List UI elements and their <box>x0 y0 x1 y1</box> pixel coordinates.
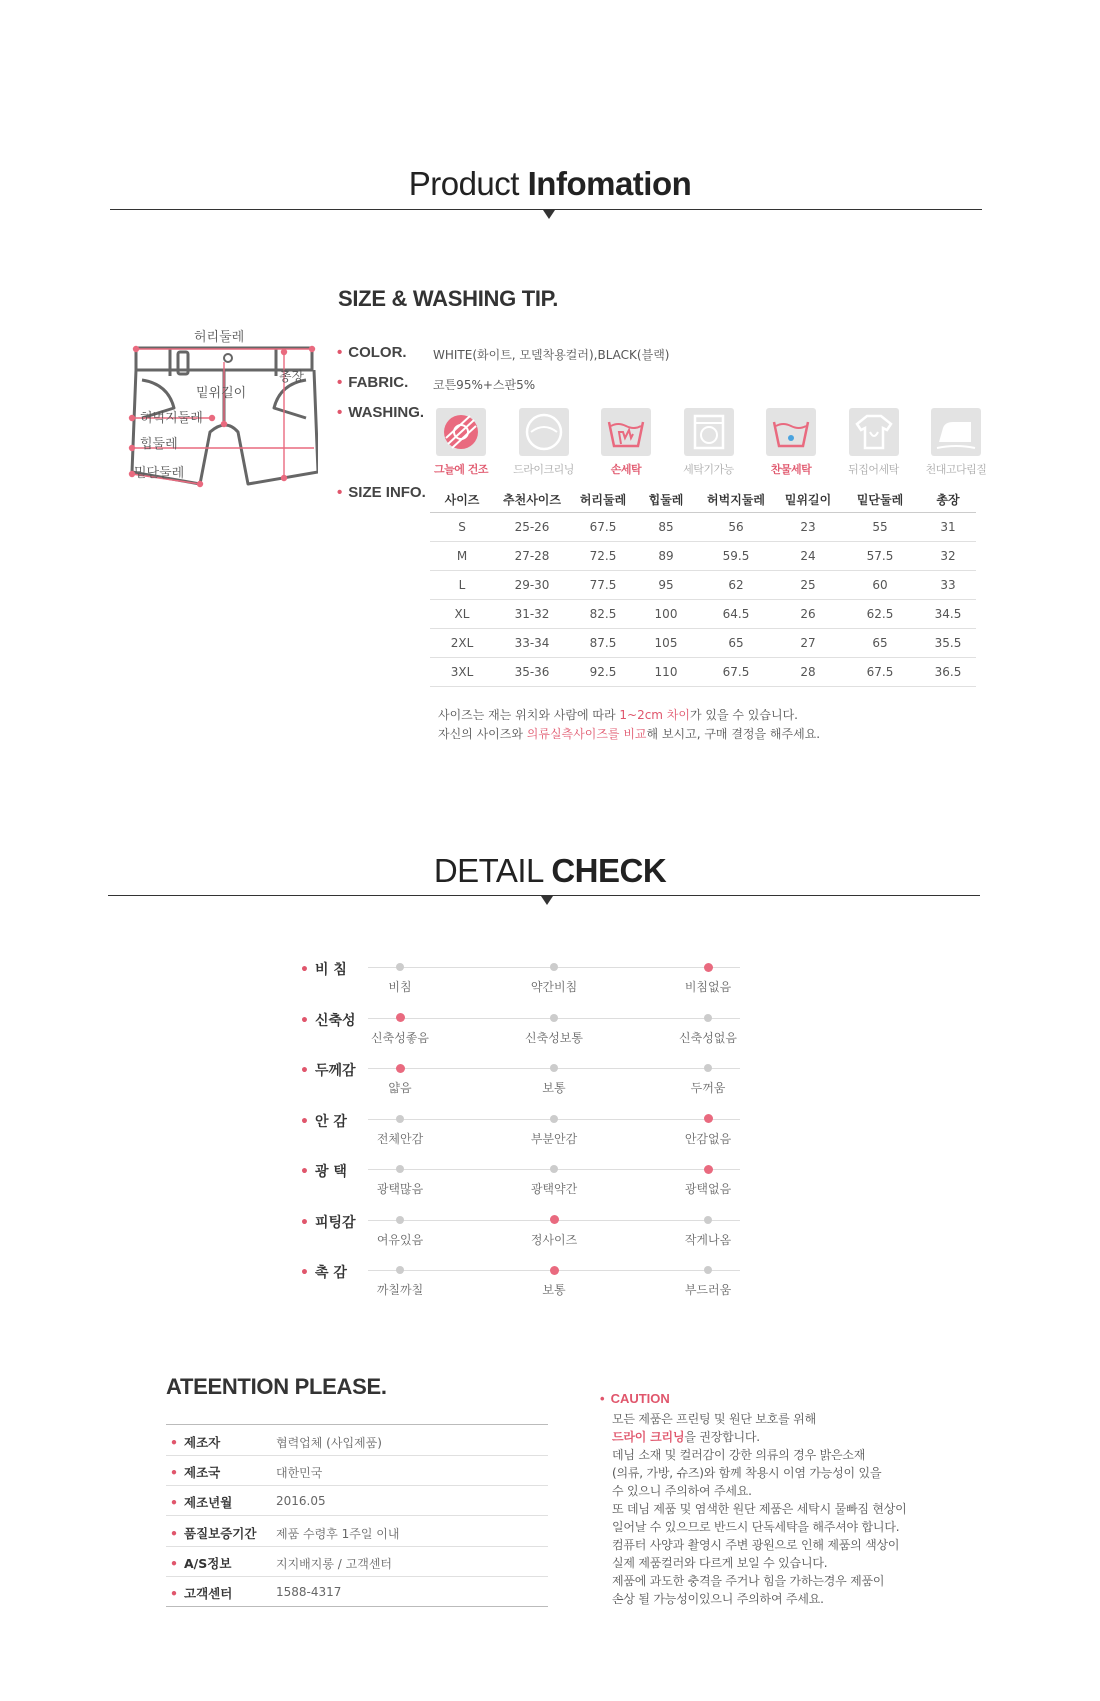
detail-check-label: • 안 감 <box>300 1113 347 1130</box>
table-cell: 62 <box>696 571 776 600</box>
detail-check-option: 여유있음 <box>376 1232 424 1247</box>
attention-heading: ATEENTION PLEASE. <box>166 1374 387 1399</box>
table-cell: 27 <box>776 629 840 658</box>
detail-check-label: • 광 택 <box>300 1164 347 1180</box>
size-note <box>438 706 820 744</box>
detail-check-option: 신축성없음 <box>679 1030 737 1045</box>
table-cell: 95 <box>636 571 696 600</box>
table-cell: S <box>430 513 494 542</box>
table-cell: L <box>430 571 494 600</box>
detail-check-dot <box>396 1266 404 1274</box>
attention-key: • 제조년월 <box>170 1495 233 1511</box>
table-cell: 35-36 <box>494 658 570 687</box>
table-cell: M <box>430 542 494 571</box>
table-row <box>430 542 976 571</box>
washing-item-label: 손세탁 <box>610 463 642 476</box>
detail-check-option: 부드러움 <box>684 1283 732 1297</box>
col-header: 힙둘레 <box>636 486 696 513</box>
table-cell: 33-34 <box>494 629 570 658</box>
detail-check-dot <box>396 1216 404 1224</box>
product-info-title <box>0 165 1100 203</box>
attention-value: 협력업체 (사입제품) <box>276 1436 382 1450</box>
washing-item-label: 세탁기가능 <box>683 463 734 476</box>
col-header: 밑위길이 <box>776 486 840 513</box>
washing-item-label: 찬물세탁 <box>770 463 812 476</box>
detail-check-option: 안감없음 <box>684 1131 732 1146</box>
detail-check-label: • 두께감 <box>300 1063 356 1079</box>
table-cell: 55 <box>840 513 920 542</box>
table-cell: 33 <box>920 571 976 600</box>
detail-check-dot-selected <box>704 1165 713 1174</box>
table-cell: 57.5 <box>840 542 920 571</box>
size-table <box>430 486 976 687</box>
fabric-label: • FABRIC. <box>337 374 409 391</box>
table-row <box>430 513 976 542</box>
table-cell: 62.5 <box>840 600 920 629</box>
caution-line: 모든 제품은 프린팅 및 원단 보호를 위해 <box>612 1412 816 1426</box>
diagram-label-hem: 밑단둘레 <box>134 466 185 481</box>
caution-line: 손상 될 가능성이있으니 주의하여 주세요. <box>612 1592 824 1606</box>
table-cell: 65 <box>840 629 920 658</box>
table-cell: 64.5 <box>696 600 776 629</box>
detail-check-dot <box>550 1115 558 1123</box>
detail-check-dot <box>704 1266 712 1274</box>
detail-check-option: 보통 <box>542 1081 566 1095</box>
attention-value: 2016.05 <box>276 1494 326 1509</box>
detail-check-dot <box>550 1064 558 1072</box>
detail-check-option: 약간비침 <box>530 980 578 994</box>
attention-key: • 제조자 <box>170 1435 221 1450</box>
detail-check-label: • 비 침 <box>300 962 347 978</box>
diagram-label-hip: 힙둘레 <box>140 437 178 452</box>
size-note-line2: 자신의 사이즈와 의류실측사이즈를 비교해 보시고, 구매 결정을 해주세요. <box>438 727 821 741</box>
attention-row <box>166 1425 548 1456</box>
table-row <box>430 571 976 600</box>
hand-wash-icon <box>601 408 651 456</box>
table-cell: 24 <box>776 542 840 571</box>
size-table-header <box>430 486 976 513</box>
detail-check-option: 정사이즈 <box>530 1232 578 1247</box>
detail-check-dot <box>550 1165 558 1173</box>
divider-arrow-icon <box>541 896 553 905</box>
caution-line: 수 있으니 주의하여 주세요. <box>612 1484 752 1498</box>
table-row <box>430 629 976 658</box>
col-header: 밑단둘레 <box>840 486 920 513</box>
caution-box <box>600 1391 960 1608</box>
attention-row <box>166 1546 548 1577</box>
detail-check-option: 신축성보통 <box>525 1030 583 1045</box>
diagram-label-total-length: 총장 <box>279 370 305 385</box>
table-cell: 56 <box>696 513 776 542</box>
detail-check-label: • 신축성 <box>300 1012 356 1029</box>
table-cell: 34.5 <box>920 600 976 629</box>
detail-check-option: 광택약간 <box>530 1182 578 1196</box>
table-cell: XL <box>430 600 494 629</box>
attention-value: 제품 수령후 1주일 이내 <box>276 1526 400 1541</box>
attention-value: 1588-4317 <box>276 1585 342 1599</box>
attention-row <box>166 1576 548 1607</box>
diagram-label-rise: 밑위길이 <box>196 386 247 401</box>
attention-value: 대한민국 <box>276 1466 323 1481</box>
detail-check-dot-selected <box>396 1013 405 1022</box>
col-header: 추천사이즈 <box>494 486 570 513</box>
detail-check-dot <box>396 1115 404 1123</box>
caution-line: 드라이 크리닝을 권장합니다. <box>612 1430 760 1444</box>
detail-check-dot <box>704 1216 712 1224</box>
detail-check-dot-selected <box>704 1114 713 1123</box>
size-table-wrap <box>430 486 976 687</box>
washing-item-label: 드라이크리닝 <box>513 463 574 476</box>
table-cell: 110 <box>636 658 696 687</box>
table-cell: 36.5 <box>920 658 976 687</box>
attention-key: • A/S정보 <box>170 1555 232 1571</box>
table-cell: 31-32 <box>494 600 570 629</box>
table-cell: 25 <box>776 571 840 600</box>
divider-arrow-icon <box>543 210 555 219</box>
detail-check-label: • 촉 감 <box>300 1265 347 1281</box>
table-cell: 35.5 <box>920 629 976 658</box>
detail-check-dot <box>704 1064 712 1072</box>
caution-line: (의류, 가방, 슈즈)와 함께 착용시 이염 가능성이 있을 <box>612 1466 882 1480</box>
color-value: WHITE(화이트, 모델착용컬러),BLACK(블랙) <box>433 348 670 362</box>
table-cell: 3XL <box>430 658 494 687</box>
detail-check-dot <box>550 963 558 971</box>
caution-line: 데님 소재 및 컬러감이 강한 의류의 경우 밝은소재 <box>612 1448 866 1462</box>
title-light: Product <box>408 165 519 202</box>
cold-wash-icon <box>766 408 816 456</box>
table-cell: 92.5 <box>570 658 636 687</box>
table-row <box>430 658 976 687</box>
detail-check-dot <box>704 1014 712 1022</box>
washing-item-label: 그늘에 건조 <box>434 463 488 476</box>
detail-check-option: 광택많음 <box>376 1182 424 1196</box>
attention-row <box>166 1516 548 1547</box>
table-cell: 89 <box>636 542 696 571</box>
detail-check-dot <box>396 963 404 971</box>
size-washing-heading: SIZE & WASHING TIP. <box>338 286 559 311</box>
table-cell: 67.5 <box>840 658 920 687</box>
table-cell: 25-26 <box>494 513 570 542</box>
table-cell: 105 <box>636 629 696 658</box>
diagram-label-waist: 허리둘레 <box>194 330 245 345</box>
table-cell: 27-28 <box>494 542 570 571</box>
attention-bottom-rule <box>166 1606 548 1607</box>
caution-line: 일어날 수 있으므로 반드시 단독세탁을 해주셔야 합니다. <box>612 1520 900 1534</box>
col-header: 허벅지둘레 <box>696 486 776 513</box>
detail-check-option: 얇음 <box>388 1081 412 1095</box>
table-cell: 85 <box>636 513 696 542</box>
washing-item-label: 뒤집어세탁 <box>848 463 899 476</box>
table-cell: 60 <box>840 571 920 600</box>
shade-dry-icon <box>436 408 486 456</box>
detail-check-dot-selected <box>550 1215 559 1224</box>
caution-label: • CAUTION <box>600 1391 670 1406</box>
detail-check-option: 부분안감 <box>530 1131 578 1146</box>
diagram-label-thigh: 허벅지둘레 <box>140 411 203 426</box>
title-bold: Infomation <box>527 165 692 202</box>
detail-check-dot-selected <box>396 1064 405 1073</box>
washing-machine-icon <box>684 408 734 456</box>
size-info-label: • SIZE INFO. <box>337 484 426 501</box>
attention-row <box>166 1455 548 1486</box>
inside-out-icon <box>849 408 899 456</box>
detail-check-option: 광택없음 <box>684 1182 732 1196</box>
table-cell: 31 <box>920 513 976 542</box>
table-cell: 72.5 <box>570 542 636 571</box>
table-cell: 59.5 <box>696 542 776 571</box>
detail-check-dot <box>550 1014 558 1022</box>
detail-check-option: 전체안감 <box>376 1131 424 1146</box>
detail-check-option: 신축성좋음 <box>371 1030 429 1045</box>
table-cell: 28 <box>776 658 840 687</box>
detail-check-option: 작게나옴 <box>684 1232 732 1247</box>
attention-key: • 제조국 <box>170 1465 221 1481</box>
attention-row <box>166 1485 548 1516</box>
table-cell: 32 <box>920 542 976 571</box>
table-cell: 65 <box>696 629 776 658</box>
table-cell: 67.5 <box>696 658 776 687</box>
table-row <box>430 600 976 629</box>
detail-check-option: 까칠까칠 <box>376 1283 424 1297</box>
color-label: • COLOR. <box>337 344 407 361</box>
attention-key: • 고객센터 <box>170 1586 233 1601</box>
detail-check-dot-selected <box>704 963 713 972</box>
table-cell: 29-30 <box>494 571 570 600</box>
dry-clean-icon <box>519 408 569 456</box>
attention-key: • 품질보증기간 <box>170 1525 257 1541</box>
col-header: 허리둘레 <box>570 486 636 513</box>
table-cell: 77.5 <box>570 571 636 600</box>
table-cell: 100 <box>636 600 696 629</box>
detail-check-label: • 피팅감 <box>300 1214 356 1231</box>
size-note-line1: 사이즈는 재는 위치와 사람에 따라 1~2cm 차이가 있을 수 있습니다. <box>438 708 798 722</box>
fabric-value: 코튼95%+스판5% <box>433 378 536 392</box>
col-header: 사이즈 <box>430 486 494 513</box>
caution-line: 또 데님 제품 및 염색한 원단 제품은 세탁시 물빠짐 현상이 <box>612 1502 907 1516</box>
detail-check-option: 두꺼움 <box>690 1081 726 1095</box>
detail-check-option: 비침없음 <box>684 980 732 994</box>
caution-line: 컴퓨터 사양과 촬영시 주변 광원으로 인해 제품의 색상이 <box>612 1538 900 1552</box>
table-cell: 23 <box>776 513 840 542</box>
table-cell: 2XL <box>430 629 494 658</box>
attention-value: 지지배지롱 / 고객센터 <box>276 1556 393 1571</box>
title-bold: CHECK <box>551 852 667 889</box>
caution-line: 제품에 과도한 충격을 주거나 힘을 가하는경우 제품이 <box>612 1574 885 1588</box>
col-header: 총장 <box>920 486 976 513</box>
caution-line: 실제 제품컬러와 다르게 보일 수 있습니다. <box>612 1556 828 1570</box>
washing-item-label: 천대고다림질 <box>925 463 987 476</box>
table-cell: 26 <box>776 600 840 629</box>
detail-check-dot <box>396 1165 404 1173</box>
detail-check-option: 비침 <box>388 980 412 994</box>
table-cell: 87.5 <box>570 629 636 658</box>
detail-check-dot-selected <box>550 1266 559 1275</box>
washing-label: • WASHING. <box>337 404 425 421</box>
table-cell: 82.5 <box>570 600 636 629</box>
title-light: DETAIL <box>433 852 543 889</box>
detail-check-option: 보통 <box>542 1283 566 1297</box>
detail-check-title <box>0 852 1100 890</box>
iron-icon <box>931 408 981 456</box>
table-cell: 67.5 <box>570 513 636 542</box>
